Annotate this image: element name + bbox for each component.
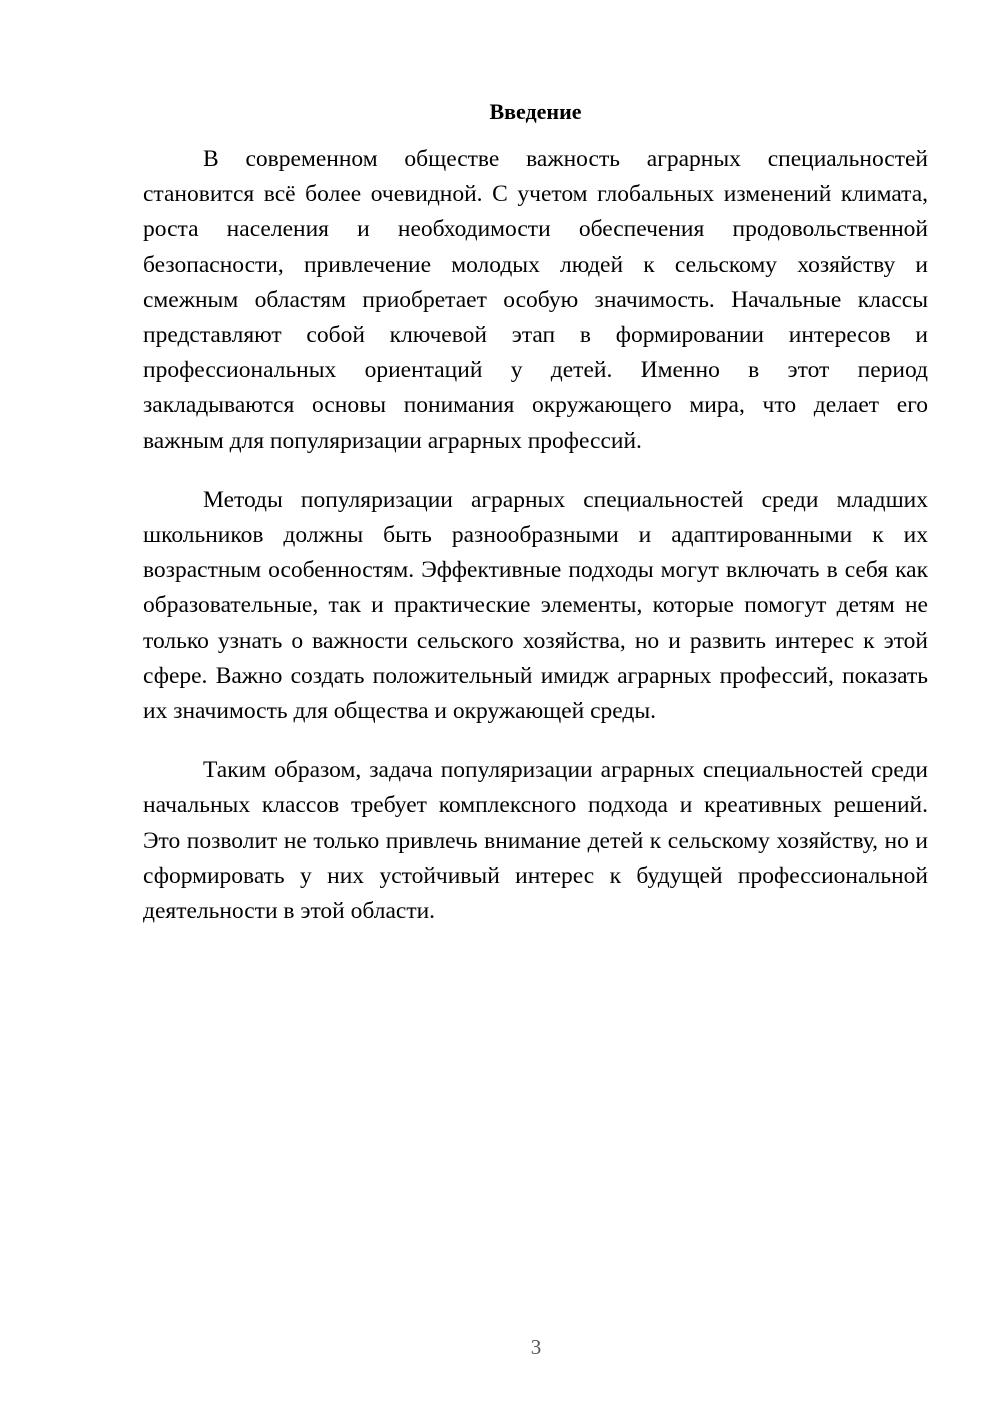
- page-number: 3: [530, 1335, 542, 1359]
- page-title: Введение: [489, 99, 582, 124]
- paragraph-1: В современном обществе важность аграрных специальностей становится всё более очевидной. С учетом глобальных изменений климата, роста населения и необходимости обеспечения продовольственной безопасности, привлечение молодых людей к сельскому хозяйству и смежным областям приобретает особую значимость. Начальные классы представляют собой ключевой этап в формировании интересов и профессиональных ориентаций у детей. Именно в этот период закладываются основы понимания окружающего мира, что делает его важным для популяризации аграрных профессий.: [143, 146, 928, 454]
- paragraph-2: Методы популяризации аграрных специальностей среди младших школьников должны быть разнообразными и адаптированными к их возрастным особенностям. Эффективные подходы могут включать в себя как образовательные, так и практические элементы, которые помогут детям не только узнать о важности сельского хозяйства, но и развить интерес к этой сфере. Важно создать положительный имидж аграрных профессий, показать их значимость для общества и окружающей среды.: [143, 486, 928, 725]
- document-body: [143, 142, 928, 953]
- paragraph-3: Таким образом, задача популяризации аграрных специальностей среди начальных классов требует комплексного подхода и креативных решений. Это позволит не только привлечь внимание детей к сельскому хозяйству, но и сформировать у них устойчивый интерес к будущей профессиональной деятельности в этой области.: [143, 757, 928, 925]
